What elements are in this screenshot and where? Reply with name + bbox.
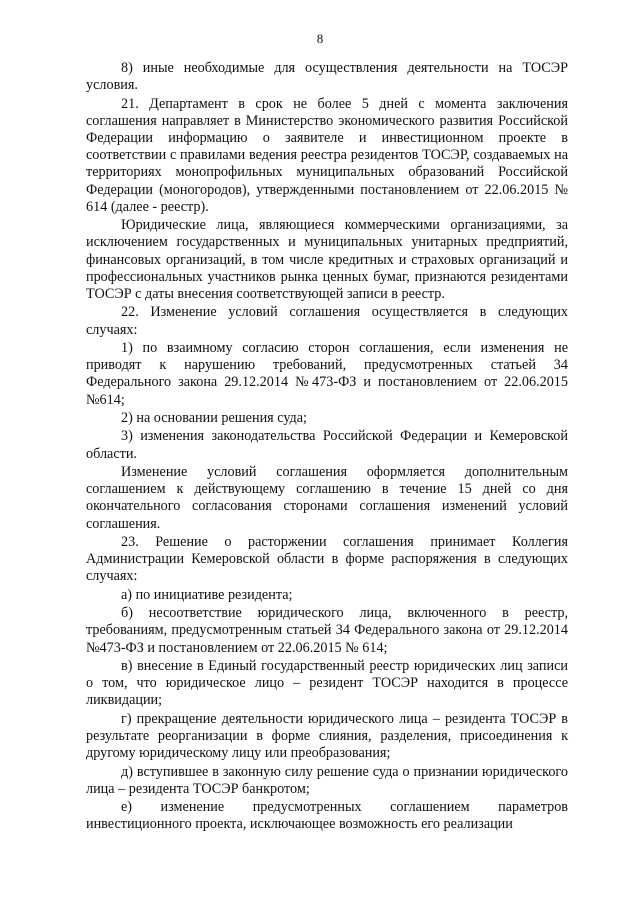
paragraph-case-b: б) несоответствие юридического лица, включенного в реестр, требованиям, предусмотренным статьей 34 Федерального закона от 29.12.2014 №473-ФЗ и постановлением от 22.06.2015 № 614;: [86, 605, 568, 656]
paragraph-item-8: 8) иные необходимые для осуществления деятельности на ТОСЭР условия.: [86, 60, 568, 94]
paragraph-legal-entities: Юридические лица, являющиеся коммерческими организациями, за исключением государственных и муниципальных унитарных предприятий, финансовых организаций, в том числе кредитных и страховых организаций и профессиональных участников рынка ценных бумаг, признаются резидентами ТОСЭР с даты внесения соответствующей записи в реестр.: [86, 217, 568, 303]
paragraph-case-v: в) внесение в Единый государственный реестр юридических лиц записи о том, что юридическое лицо – резидент ТОСЭР находится в процессе ликвидации;: [86, 657, 568, 709]
paragraph-case-d: д) вступившее в законную силу решение суда о признании юридического лица – резидента ТОСЭР банкротом;: [86, 763, 568, 797]
page-number: 8: [316, 31, 324, 46]
paragraph-case-1: 1) по взаимному согласию сторон соглашения, если изменения не приводят к нарушению требований, предусмотренных статьей 34 Федерального закона 29.12.2014 №473-ФЗ и постановлением от 22.06.2015 №614;: [86, 340, 568, 408]
paragraph-case-g: г) прекращение деятельности юридического лица – резидента ТОСЭР в результате реорганизации в форме слияния, разделения, присоединения к другому юридическому лицу или преобразования;: [86, 710, 568, 762]
paragraph-amendment-procedure: Изменение условий соглашения оформляется дополнительным соглашением к действующему соглашению в течение 15 дней со дня окончательного согласования сторонами соглашения изменений условий соглашения.: [86, 463, 568, 532]
paragraph-case-a: а) по инициативе резидента;: [121, 586, 293, 603]
paragraph-case-e: е) изменение предусмотренных соглашением параметров инвестиционного проекта, исключающее возможность его реализации: [86, 799, 568, 833]
paragraph-case-2: 2) на основании решения суда;: [121, 410, 308, 426]
paragraph-case-3: 3) изменения законодательства Российской Федерации и Кемеровской области.: [86, 428, 568, 462]
paragraph-section-21: 21. Департамент в срок не более 5 дней с момента заключения соглашения направляет в Министерство экономического развития Российской Федерации информацию о заявителе и инвестиционном проекте в соответствии с правилами ведения реестра резидентов ТОСЭР, создаваемых на территориях монопрофильных муниципальных образований Российской Федерации (моногородов), утвержденными постановлением от 22.06.2015 № 614 (далее - реестр).: [86, 95, 568, 215]
paragraph-section-23: 23. Решение о расторжении соглашения принимает Коллегия Администрации Кемеровской области в форме распоряжения в следующих случаях:: [86, 533, 568, 585]
document-body: [86, 60, 568, 835]
paragraph-section-22: 22. Изменение условий соглашения осуществляется в следующих случаях:: [86, 304, 568, 338]
